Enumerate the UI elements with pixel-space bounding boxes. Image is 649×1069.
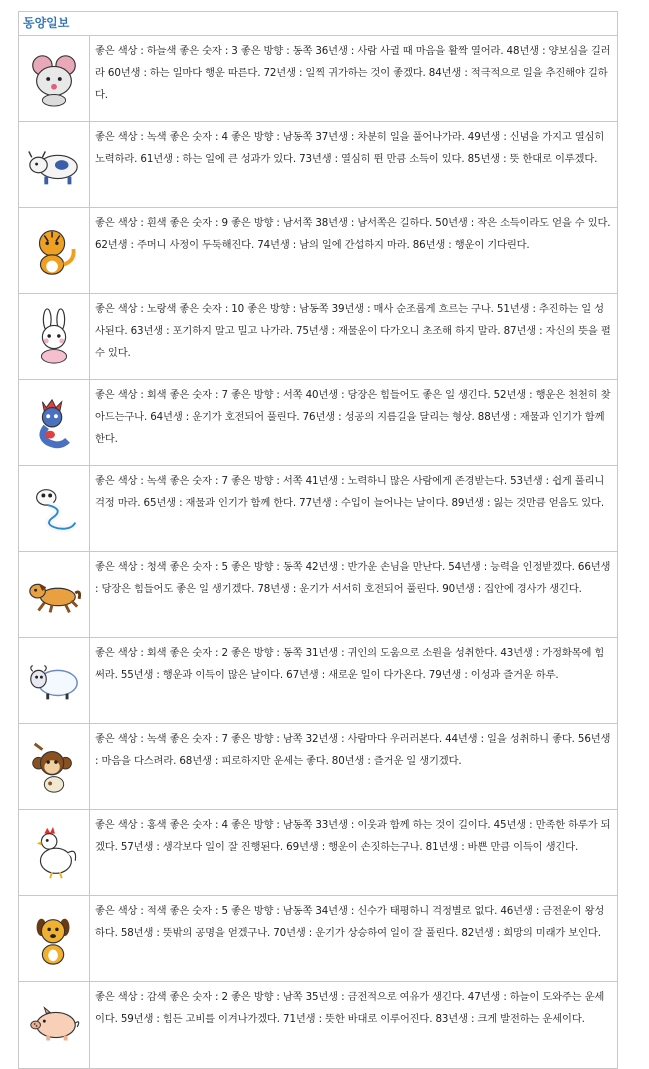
ox-icon — [25, 136, 83, 194]
zodiac-row-monkey — [19, 724, 617, 810]
monkey-icon — [25, 738, 83, 796]
fortune-text: 좋은 색상 : 노랑색 좋은 숫자 : 10 좋은 방향 : 남동쪽 39년생 : 매사 순조롭게 흐르는 구나. 51년생 : 추진하는 일 성사된다. 63년생 : 포기하지 말고 밀고 나가라. 75년생 : 재물운이 다가오니 초조해 하지 말라. 87년생 : 자신의 뜻을 펼 수 있다. — [95, 303, 611, 359]
zodiac-row-rat — [19, 36, 617, 122]
sheep-icon — [25, 652, 83, 710]
icon-cell — [19, 380, 90, 465]
icon-cell — [19, 36, 90, 121]
fortune-text: 좋은 색상 : 녹색 좋은 숫자 : 4 좋은 방향 : 남동쪽 37년생 : 차분히 일을 풀어나가라. 49년생 : 신념을 가지고 열심히 노력하라. 61년생 : 하는 일에 큰 성과가 있다. 73년생 : 열심히 뛴 만큼 소득이 있다. 85년생 : 뜻 한대로 이루겠다. — [95, 131, 605, 165]
zodiac-row-dragon — [19, 380, 617, 466]
icon-cell — [19, 208, 90, 293]
zodiac-row-snake — [19, 466, 617, 552]
zodiac-row-horse — [19, 552, 617, 638]
fortune-text: 좋은 색상 : 흰색 좋은 숫자 : 9 좋은 방향 : 남서쪽 38년생 : 남서쪽은 길하다. 50년생 : 작은 소득이라도 얻을 수 있다. 62년생 : 주머니 사정이 두둑해진다. 74년생 : 남의 일에 간섭하지 마라. 86년생 : 행운이 기다린다. — [95, 217, 611, 251]
rooster-icon — [25, 824, 83, 882]
icon-cell — [19, 552, 90, 637]
snake-icon — [25, 480, 83, 538]
fortune-text: 좋은 색상 : 청색 좋은 숫자 : 5 좋은 방향 : 동쪽 42년생 : 반가운 손님을 만난다. 54년생 : 능력을 인정받겠다. 66년생 : 당장은 힘들어도 좋은 일 생기겠다. 78년생 : 운기가 서서히 호전되어 풀린다. 90년생 : 집안에 경사가 생긴다. — [95, 561, 611, 595]
fortune-text: 좋은 색상 : 회색 좋은 숫자 : 2 좋은 방향 : 동쪽 31년생 : 귀인의 도움으로 소원을 성취한다. 43년생 : 가정화목에 힘써라. 55년생 : 행운과 이득이 많은 날이다. 67년생 : 새로운 일이 다가온다. 79년생 : 이성과 즐거운 하루. — [95, 647, 605, 681]
zodiac-row-dog — [19, 896, 617, 982]
zodiac-row-pig — [19, 982, 617, 1068]
icon-cell — [19, 466, 90, 551]
fortune-text: 좋은 색상 : 하늘색 좋은 숫자 : 3 좋은 방향 : 동쪽 36년생 : 사람 사귈 때 마음을 활짝 열어라. 48년생 : 양보심을 길러라 60년생 : 하는 일마다 행운 따른다. 72년생 : 일찍 귀가하는 것이 좋겠다. 84년생 : 적극적으로 일을 추진해야 길하다. — [95, 45, 611, 101]
zodiac-row-sheep — [19, 638, 617, 724]
icon-cell — [19, 724, 90, 809]
rat-icon — [25, 50, 83, 108]
horoscope-table — [18, 11, 618, 1069]
horse-icon — [25, 566, 83, 624]
icon-cell — [19, 122, 90, 207]
icon-cell — [19, 638, 90, 723]
dragon-icon — [25, 394, 83, 452]
zodiac-row-tiger — [19, 208, 617, 294]
icon-cell — [19, 294, 90, 379]
zodiac-row-rabbit — [19, 294, 617, 380]
tiger-icon — [25, 222, 83, 280]
dog-icon — [25, 910, 83, 968]
rabbit-icon — [25, 308, 83, 366]
fortune-text: 좋은 색상 : 녹색 좋은 숫자 : 7 좋은 방향 : 서쪽 41년생 : 노력하니 많은 사람에게 존경받는다. 53년생 : 쉽게 풀리니 걱정 마라. 65년생 : 재물과 인기가 함께 한다. 77년생 : 수입이 늘어나는 날이다. 89년생 : 잃는 것만큼 얻음도 있다. — [95, 475, 605, 509]
icon-cell — [19, 982, 90, 1068]
icon-cell — [19, 896, 90, 981]
fortune-text: 좋은 색상 : 녹색 좋은 숫자 : 7 좋은 방향 : 남쪽 32년생 : 사람마다 우러러본다. 44년생 : 일을 성취하니 좋다. 56년생 : 마음을 다스려라. 68년생 : 피로하지만 운세는 좋다. 80년생 : 즐거운 일 생기겠다. — [95, 733, 611, 767]
fortune-text: 좋은 색상 : 홍색 좋은 숫자 : 4 좋은 방향 : 남동쪽 33년생 : 이웃과 함께 하는 것이 길이다. 45년생 : 만족한 하루가 되겠다. 57년생 : 생각보다 일이 잘 진행된다. 69년생 : 행운이 손짓하는구나. 81년생 : 바쁜 만큼 이득이 생긴다. — [95, 819, 611, 853]
table-header — [19, 12, 617, 36]
zodiac-row-ox — [19, 122, 617, 208]
zodiac-row-rooster — [19, 810, 617, 896]
pig-icon — [25, 996, 83, 1054]
icon-cell — [19, 810, 90, 895]
fortune-text: 좋은 색상 : 적색 좋은 숫자 : 5 좋은 방향 : 남동쪽 34년생 : 신수가 태평하니 걱정별로 없다. 46년생 : 금전운이 왕성하다. 58년생 : 뜻밖의 공명을 얻겠구나. 70년생 : 운기가 상승하여 일이 잘 풀린다. 82년생 : 희망의 미래가 보인다. — [95, 905, 605, 939]
fortune-text: 좋은 색상 : 감색 좋은 숫자 : 2 좋은 방향 : 남쪽 35년생 : 금전적으로 여유가 생긴다. 47년생 : 하늘이 도와주는 운세이다. 59년생 : 힘든 고비를 이겨나가겠다. 71년생 : 뜻한 바대로 이루어진다. 83년생 : 크게 발전하는 운세이다. — [95, 991, 605, 1025]
fortune-text: 좋은 색상 : 회색 좋은 숫자 : 7 좋은 방향 : 서쪽 40년생 : 당장은 힘들어도 좋은 일 생긴다. 52년생 : 행운은 천천히 찾아드는구나. 64년생 : 운기가 호전되어 풀린다. 76년생 : 성공의 지름길을 달리는 형상. 88년생 : 재물과 인기가 함께 한다. — [95, 389, 611, 445]
header-title: 동양일보 — [23, 16, 70, 30]
